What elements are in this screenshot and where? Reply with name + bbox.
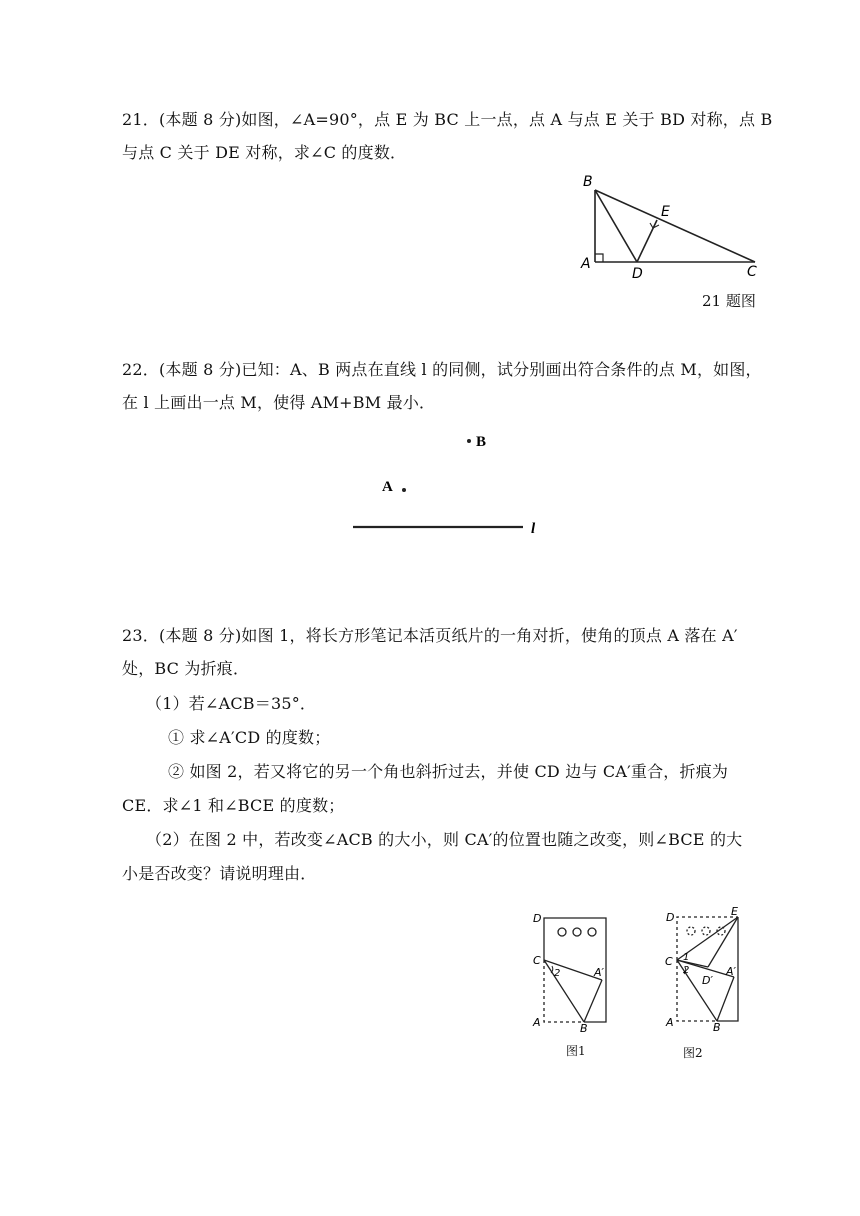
q23-fig2-label-c: C: [665, 955, 673, 968]
q23-figure-1-caption: 图1: [566, 1044, 586, 1058]
q23-text-line-2: 处，BC 为折痕．: [122, 659, 250, 678]
q21-label-b: B: [583, 174, 593, 190]
q22-label-a: A: [382, 479, 393, 495]
q23-text-line-1: 23．(本题 8 分)如图 1，将长方形笔记本活页纸片的一角对折，使角的顶点 A 落在 A′: [122, 626, 738, 645]
q23-figure-1: [530, 910, 620, 1035]
q23-text-line-5: ② 如图 2，若又将它的另一个角也斜折过去，并使 CD 边与 CA′重合，折痕为: [168, 762, 729, 781]
q23-figure-2-caption: 图2: [683, 1046, 703, 1060]
q23-fig1-label-d: D: [533, 912, 542, 925]
q23-text-line-4: ① 求∠A′CD 的度数；: [168, 728, 331, 747]
q23-text-line-6: CE．求∠1 和∠BCE 的度数；: [122, 796, 345, 815]
q22-points-line-figure: [345, 425, 565, 545]
q21-triangle-figure: [575, 170, 765, 285]
q22-label-b: B: [476, 434, 487, 450]
q23-text-line-7: （2）在图 2 中，若改变∠ACB 的大小，则 CA′的位置也随之改变，则∠BCE 的大: [146, 830, 743, 849]
q23-fig2-label-d: D: [666, 911, 675, 924]
q21-figure-caption: 21 题图: [702, 292, 756, 310]
q23-fig2-label-a-prime: A′: [726, 965, 737, 978]
q23-fig1-label-a: A: [533, 1016, 541, 1029]
q22-text-line-2: 在 l 上画出一点 M，使得 AM+BM 最小．: [122, 393, 436, 412]
q21-text-line-2: 与点 C 关于 DE 对称，求∠C 的度数．: [122, 143, 407, 162]
q23-fig1-label-2: 2: [554, 968, 561, 979]
q23-fig1-label-a-prime: A′: [594, 966, 605, 979]
q22-text-line-1: 22．(本题 8 分)已知：A、B 两点在直线 l 的同侧，试分别画出符合条件的点 M，如图，: [122, 360, 762, 379]
q21-label-a: A: [581, 256, 591, 272]
q23-figure-2: [660, 905, 755, 1035]
q23-fig2-label-2: 2: [683, 965, 690, 976]
q21-label-c: C: [747, 264, 757, 280]
q23-fig2-label-e: E: [731, 905, 738, 918]
q23-text-line-3: （1）若∠ACB＝35°．: [146, 694, 317, 713]
q22-label-l: l: [531, 521, 536, 537]
q23-fig2-label-a: A: [666, 1016, 674, 1029]
q23-fig1-label-b: B: [580, 1022, 588, 1035]
q23-text-line-8: 小是否改变？请说明理由．: [122, 864, 317, 883]
q23-fig2-label-1: 1: [683, 952, 690, 963]
q23-fig2-label-b: B: [713, 1021, 721, 1034]
q23-fig2-label-d-prime: D′: [702, 974, 713, 987]
q23-fig1-label-c: C: [533, 954, 541, 967]
q21-text-line-1: 21．(本题 8 分)如图，∠A=90°，点 E 为 BC 上一点，点 A 与点 E 关于 BD 对称，点 B: [122, 110, 773, 129]
q21-label-e: E: [661, 204, 670, 220]
q21-label-d: D: [632, 266, 643, 282]
